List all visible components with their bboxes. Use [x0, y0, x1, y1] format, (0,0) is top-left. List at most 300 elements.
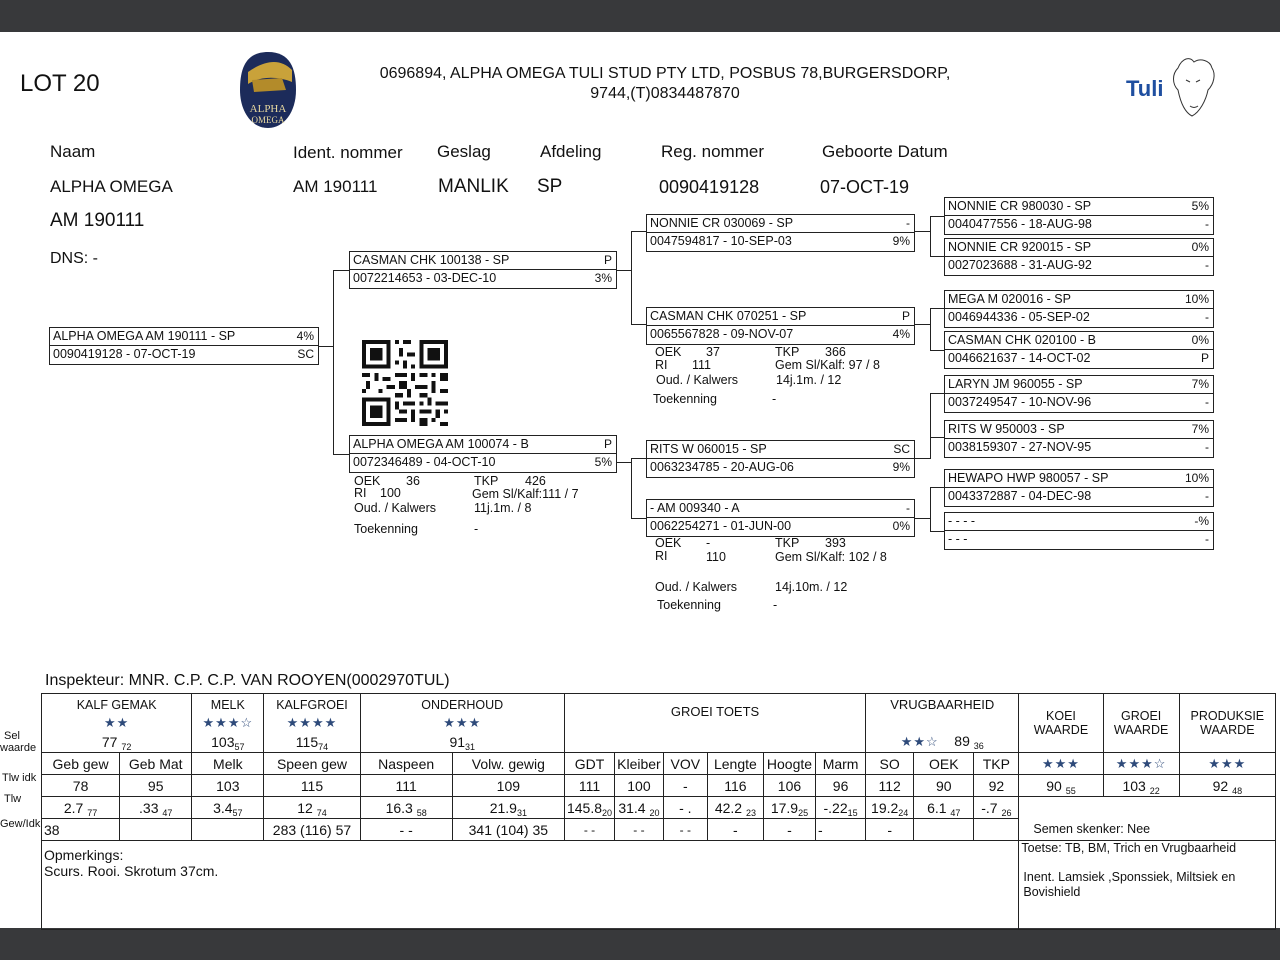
- tlw-value: 19.2: [871, 799, 899, 816]
- connector-line: [631, 324, 646, 325]
- pedigree-reg: 0072346489 - 04-OCT-10: [353, 455, 496, 469]
- tlw-value: 2.7: [63, 799, 84, 816]
- sel-sub: 74: [318, 741, 329, 752]
- connector-line: [914, 231, 931, 232]
- remarks-cell: [42, 841, 1019, 930]
- stat-label: TKP: [775, 345, 800, 359]
- pedigree-inbreeding: 5%: [1191, 199, 1209, 213]
- idk-value: 90: [1046, 777, 1062, 794]
- stat-value: -: [773, 598, 778, 612]
- stat-value: 36: [406, 474, 420, 488]
- tlw-cell: [615, 797, 664, 819]
- gew-cell: - -: [615, 819, 664, 841]
- col-geb-gew: Geb gew: [42, 753, 120, 775]
- connector-line: [631, 518, 646, 519]
- stat-value: Gem Sl/Kalf: 102 / 8: [775, 550, 887, 564]
- col-marm: Marm: [816, 753, 866, 775]
- label-naam: Naam: [50, 142, 96, 161]
- tlw-sub: 20: [602, 807, 613, 818]
- perf-notes-row: [42, 841, 1276, 930]
- pedigree-status: P: [603, 253, 612, 267]
- tlw-cell: [866, 797, 914, 819]
- tlw-value: 17.9: [770, 799, 799, 816]
- alpha-omega-logo: [238, 50, 298, 130]
- pedigree-dd-box: [646, 499, 915, 537]
- tlw-value: 16.3: [385, 799, 413, 816]
- col-geb-mat: Geb Mat: [120, 753, 192, 775]
- tlw-cell: [264, 797, 360, 819]
- tlw-sub: 47: [162, 807, 173, 818]
- gew-cell: 38: [42, 819, 120, 841]
- gew-cell: [120, 819, 192, 841]
- head-onderhoud: ONDERHOUD: [360, 694, 564, 716]
- idk-cell: 106: [763, 775, 815, 797]
- idk-cell: 100: [615, 775, 664, 797]
- pedigree-reg: 0062254271 - 01-JUN-00: [650, 519, 792, 533]
- pedigree-name: ALPHA OMEGA AM 100074 - B: [353, 437, 529, 451]
- perf-tlw-row: [42, 797, 1276, 819]
- perf-header-row: [42, 694, 1276, 716]
- sel-value: 91: [449, 733, 466, 750]
- pedigree-inbreeding: 10%: [1184, 292, 1209, 306]
- svg-text:ALPHA: ALPHA: [249, 103, 287, 115]
- gew-cell: - -: [564, 819, 614, 841]
- performance-table: [41, 693, 1276, 930]
- stat-label: Oud. / Kalwers: [655, 580, 737, 594]
- tlw-sub: 24: [898, 807, 909, 818]
- tlw-cell: [120, 797, 192, 819]
- perf-gew-row: [42, 819, 1276, 841]
- head-kalfgroei: KALFGROEI: [264, 694, 360, 716]
- tlw-cell: [707, 797, 763, 819]
- col-tkp: TKP: [974, 753, 1019, 775]
- gew-cell: - -: [663, 819, 707, 841]
- col-kleiber: Kleiber: [615, 753, 664, 775]
- connector-line: [333, 454, 349, 455]
- tuli-logo: [1120, 50, 1230, 122]
- head-melk: MELK: [192, 694, 264, 716]
- stat-label: Toekenning: [657, 598, 721, 612]
- sel-kalfgroei: [264, 731, 360, 753]
- idk-sub: 48: [1232, 785, 1243, 796]
- pedigree-status: -: [1205, 395, 1209, 409]
- pedigree-inbreeding: 9%: [892, 460, 910, 474]
- stat-value: 426: [525, 474, 546, 488]
- idk-value: 103: [1122, 777, 1146, 794]
- stat-value: Gem Sl/Kalf: 97 / 8: [775, 358, 880, 372]
- connector-line: [631, 458, 646, 459]
- pedigree-sd-box: [646, 307, 915, 345]
- connector-line: [631, 231, 646, 232]
- vaccinations-text: Inent. Lamsiek ,Sponssiek, Miltsiek en Bovishield: [1023, 870, 1236, 899]
- idk-cell: 92: [974, 775, 1019, 797]
- pedigree-name: MEGA M 020016 - SP: [948, 292, 1071, 306]
- pedigree-status: SC: [893, 442, 910, 456]
- gew-cell: -: [866, 819, 914, 841]
- connector-line: [930, 393, 931, 458]
- top-dark-bar: [0, 0, 1280, 32]
- company-line-1: 0696894, ALPHA OMEGA TULI STUD PTY LTD, POSBUS 78,BURGERSDORP,: [379, 65, 951, 82]
- stat-label: Toekenning: [354, 522, 418, 536]
- col-oek: OEK: [914, 753, 974, 775]
- pedigree-name: ALPHA OMEGA AM 190111 - SP: [53, 329, 236, 343]
- lot-number: LOT 20: [20, 70, 100, 97]
- tlw-cell: [816, 797, 866, 819]
- pedigree-sire-box: [349, 251, 617, 289]
- tlw-sub: 25: [798, 807, 809, 818]
- col-gdt: GDT: [564, 753, 614, 775]
- pedigree-inbreeding: 0%: [1191, 240, 1209, 254]
- connector-line: [930, 308, 931, 350]
- tlw-sub: 74: [316, 807, 327, 818]
- stat-label: Toekenning: [653, 392, 717, 406]
- pedigree-reg: - - -: [948, 532, 968, 546]
- tlw-value: 145.8: [566, 799, 603, 816]
- pedigree-reg: 0027023688 - 31-AUG-92: [948, 258, 1092, 272]
- bottom-dark-bar: [0, 928, 1280, 960]
- pedigree-status: -: [906, 501, 910, 515]
- tlw-sub: 31: [516, 807, 527, 818]
- pedigree-g3-box: [944, 469, 1214, 507]
- koei-waarde-idk: [1019, 775, 1103, 797]
- tests-text: Toetse: TB, BM, Trich en Vrugbaarheid: [1021, 841, 1237, 855]
- pedigree-inbreeding: 0%: [1191, 333, 1209, 347]
- stat-value: 110: [706, 550, 726, 564]
- svg-text:OMEGA: OMEGA: [251, 115, 285, 125]
- head-groei-waarde: GROEI WAARDE: [1103, 694, 1179, 753]
- pedigree-name: RITS W 060015 - SP: [650, 442, 767, 456]
- stat-value: 14j.1m. / 12: [776, 373, 842, 387]
- tlw-sub: 57: [232, 807, 243, 818]
- stat-value: -: [474, 522, 479, 536]
- idk-cell: 95: [120, 775, 192, 797]
- pedigree-status: -: [1205, 532, 1209, 546]
- tlw-value: 42.2: [714, 799, 743, 816]
- tlw-value: 3.4: [213, 799, 233, 816]
- head-koei-waarde: KOEI WAARDE: [1019, 694, 1103, 753]
- tlw-cell: [452, 797, 564, 819]
- semen-donor: Semen skenker: Nee: [1019, 819, 1276, 841]
- tlw-cell: [564, 797, 614, 819]
- connector-line: [930, 531, 944, 532]
- animal-afdeling: SP: [537, 176, 563, 197]
- connector-line: [930, 487, 931, 531]
- label-ident: Ident. nommer: [293, 143, 403, 162]
- gew-cell: -: [816, 819, 866, 841]
- sel-sub: 36: [973, 741, 984, 751]
- idk-cell: 103: [192, 775, 264, 797]
- sel-kalf-gemak: [42, 731, 192, 753]
- connector-line: [930, 256, 944, 257]
- gew-cell: 283 (116) 57: [264, 819, 360, 841]
- pedigree-reg: 0046944336 - 05-SEP-02: [948, 310, 1090, 324]
- dns-value: DNS: -: [50, 250, 98, 267]
- pedigree-name: LARYN JM 960055 - SP: [948, 377, 1083, 391]
- pedigree-status: P: [901, 309, 910, 323]
- connector-line: [333, 270, 334, 454]
- col-vov: VOV: [663, 753, 707, 775]
- tlw-sub: 26: [1001, 807, 1012, 818]
- pedigree-status: P: [603, 437, 612, 451]
- pedigree-reg: 0037249547 - 10-NOV-96: [948, 395, 1092, 409]
- stat-value: Gem Sl/Kalf:111 / 7: [472, 487, 579, 501]
- tlw-cell: [360, 797, 452, 819]
- stat-label: RI: [655, 358, 668, 372]
- perf-columns-row: [42, 753, 1276, 775]
- pedigree-reg: 0038159307 - 27-NOV-95: [948, 440, 1092, 454]
- pedigree-name: RITS W 950003 - SP: [948, 422, 1065, 436]
- tlw-value: .33: [139, 799, 159, 816]
- tlw-sub: 23: [745, 807, 756, 818]
- sel-onderhoud: [360, 731, 564, 753]
- label-geslag: Geslag: [437, 142, 491, 161]
- col-naspeen: Naspeen: [360, 753, 452, 775]
- connector-line: [616, 462, 632, 463]
- connector-line: [930, 487, 944, 488]
- side-label-sel: Sel: [4, 730, 20, 742]
- pedigree-name: CASMAN CHK 070251 - SP: [650, 309, 807, 323]
- pedigree-status: -: [1205, 217, 1209, 231]
- pedigree-g3-box: [944, 197, 1214, 235]
- col-so: SO: [866, 753, 914, 775]
- idk-cell: 111: [564, 775, 614, 797]
- stat-value: 111: [692, 358, 712, 372]
- stars-produksie: ★★★: [1179, 753, 1275, 775]
- side-label-waarde: waarde: [0, 742, 37, 754]
- connector-line: [930, 350, 944, 351]
- svg-text:Tuli: Tuli: [1126, 76, 1164, 101]
- side-label-tlw: Tlw: [4, 793, 22, 805]
- gew-cell: 341 (104) 35: [452, 819, 564, 841]
- pedigree-status: -: [1205, 258, 1209, 272]
- pedigree-g3-box: [944, 331, 1214, 369]
- stat-value: 100: [380, 486, 401, 500]
- tlw-value: 31.4: [618, 799, 646, 816]
- pedigree-inbreeding: 5%: [594, 455, 612, 469]
- sel-sub: 72: [121, 741, 132, 752]
- idk-cell: 90: [914, 775, 974, 797]
- pedigree-name: NONNIE CR 920015 - SP: [948, 240, 1092, 254]
- company-line-2: 9744,(T)0834487870: [590, 85, 740, 102]
- gew-cell: - -: [360, 819, 452, 841]
- pedigree-g3-box: [944, 420, 1214, 458]
- pedigree-name: NONNIE CR 030069 - SP: [650, 216, 794, 230]
- label-geboorte: Geboorte Datum: [822, 142, 948, 161]
- idk-cell: 115: [264, 775, 360, 797]
- sel-value: 115: [295, 733, 319, 750]
- tlw-value: 12: [297, 799, 313, 816]
- pedigree-name: - AM 009340 - A: [650, 501, 740, 515]
- idk-cell: 111: [360, 775, 452, 797]
- stat-label: TKP: [474, 474, 499, 488]
- stat-value: 366: [825, 345, 846, 359]
- pedigree-ss-box: [646, 214, 915, 252]
- pedigree-inbreeding: 3%: [594, 271, 612, 285]
- pedigree-status: P: [1200, 351, 1209, 365]
- idk-cell: 116: [707, 775, 763, 797]
- pedigree-name: NONNIE CR 980030 - SP: [948, 199, 1092, 213]
- pedigree-ds-box: [646, 440, 915, 478]
- stars-vrugbaarheid: ★★☆: [900, 734, 939, 749]
- pedigree-inbreeding: 10%: [1184, 471, 1209, 485]
- col-hoogte: Hoogte: [763, 753, 815, 775]
- pedigree-status: -: [1205, 310, 1209, 324]
- pedigree-inbreeding: 4%: [296, 329, 314, 343]
- tlw-cell: [974, 797, 1019, 819]
- idk-cell: -: [663, 775, 707, 797]
- pedigree-inbreeding: 9%: [892, 234, 910, 248]
- pedigree-g3-box: [944, 238, 1214, 276]
- side-label-tlw-idk: Tlw idk: [2, 772, 37, 784]
- stat-label: OEK: [655, 345, 682, 359]
- idk-sub: 55: [1065, 785, 1076, 796]
- col-volw-gewig: Volw. gewig: [452, 753, 564, 775]
- stars-kalfgroei: ★★★★: [264, 715, 360, 731]
- tlw-sub: 47: [950, 807, 961, 818]
- connector-line: [914, 458, 931, 459]
- gew-cell: [914, 819, 974, 841]
- stars-groei: ★★★☆: [1103, 753, 1179, 775]
- connector-line: [914, 324, 931, 325]
- tlw-value: -.22: [823, 799, 848, 816]
- tlw-cell: [42, 797, 120, 819]
- head-produksie-waarde: PRODUKSIE WAARDE: [1179, 694, 1275, 753]
- connector-line: [333, 270, 349, 271]
- connector-line: [631, 231, 632, 324]
- pedigree-name: CASMAN CHK 020100 - B: [948, 333, 1096, 347]
- remarks-label: Opmerkings:: [44, 847, 124, 863]
- col-melk: Melk: [192, 753, 264, 775]
- sel-sub: 31: [465, 741, 476, 752]
- pedigree-reg: 0063234785 - 20-AUG-06: [650, 460, 794, 474]
- tlw-sub: 58: [416, 807, 427, 818]
- idk-cell: 96: [816, 775, 866, 797]
- gew-cell: -: [707, 819, 763, 841]
- pedigree-inbreeding: 4%: [892, 327, 910, 341]
- gew-cell: [974, 819, 1019, 841]
- pedigree-reg: 0046621637 - 14-OCT-02: [948, 351, 1091, 365]
- head-vrugbaarheid: VRUGBAARHEID: [866, 694, 1019, 716]
- sel-melk: [192, 731, 264, 753]
- pedigree-reg: 0072214653 - 03-DEC-10: [353, 271, 497, 285]
- tlw-value: 21.9: [489, 799, 517, 816]
- tlw-cell: [192, 797, 264, 819]
- pedigree-status: -: [1205, 489, 1209, 503]
- sel-vrugbaarheid: [866, 731, 1019, 753]
- pedigree-status: -: [906, 216, 910, 230]
- animal-ident: AM 190111: [293, 177, 378, 196]
- pedigree-reg: 0047594817 - 10-SEP-03: [650, 234, 792, 248]
- connector-line: [616, 270, 632, 271]
- animal-geslag: MANLIK: [438, 176, 509, 197]
- stat-value: 14j.10m. / 12: [775, 580, 848, 594]
- company-details: [330, 64, 1000, 104]
- stat-label: OEK: [655, 536, 682, 550]
- sel-value: 103: [211, 733, 235, 750]
- stat-label: TKP: [775, 536, 800, 550]
- pedigree-inbreeding: 0%: [892, 519, 910, 533]
- tlw-value: - .: [679, 799, 692, 816]
- label-afdeling: Afdeling: [540, 142, 602, 161]
- groei-waarde-idk: [1103, 775, 1179, 797]
- connector-line: [930, 216, 944, 217]
- pedigree-inbreeding: 7%: [1191, 422, 1209, 436]
- perf-idk-row: [42, 775, 1276, 797]
- tlw-value: -.7: [981, 799, 998, 816]
- col-lengte: Lengte: [707, 753, 763, 775]
- animal-code: AM 190111: [50, 210, 145, 231]
- sel-sub: 57: [234, 741, 245, 752]
- produksie-waarde-idk: [1179, 775, 1275, 797]
- label-reg: Reg. nommer: [661, 142, 764, 161]
- animal-naam: ALPHA OMEGA: [50, 177, 173, 196]
- head-groei-toets: GROEI TOETS: [564, 694, 865, 753]
- pedigree-g3-box: [944, 512, 1214, 550]
- connector-line: [914, 518, 931, 519]
- remarks-text: Scurs. Rooi. Skrotum 37cm.: [44, 863, 219, 879]
- pedigree-g3-box: [944, 375, 1214, 413]
- tlw-cell: [914, 797, 974, 819]
- stat-value: 393: [825, 536, 846, 550]
- idk-cell: 78: [42, 775, 120, 797]
- stat-label: Oud. / Kalwers: [354, 501, 436, 515]
- pedigree-name: HEWAPO HWP 980057 - SP: [948, 471, 1109, 485]
- tlw-cell: [763, 797, 815, 819]
- col-speen-gew: Speen gew: [264, 753, 360, 775]
- stat-label: OEK: [354, 474, 381, 488]
- animal-reg: 0090419128: [659, 177, 760, 197]
- animal-geboorte: 07-OCT-19: [820, 177, 910, 197]
- stat-value: 11j.1m. / 8: [474, 501, 532, 515]
- stars-onderhoud: ★★★: [360, 715, 564, 731]
- idk-sub: 22: [1149, 785, 1160, 796]
- connector-line: [930, 393, 944, 394]
- stat-value: 37: [706, 345, 720, 359]
- stat-value: -: [772, 392, 777, 406]
- pedigree-inbreeding: -%: [1194, 514, 1209, 528]
- tests-cell: [1019, 841, 1276, 930]
- qr-code: [360, 340, 450, 426]
- pedigree-dam-box: [349, 435, 617, 473]
- idk-cell: 112: [866, 775, 914, 797]
- pedigree-name: CASMAN CHK 100138 - SP: [353, 253, 510, 267]
- stars-melk: ★★★☆: [192, 715, 264, 731]
- stat-label: Oud. / Kalwers: [656, 373, 738, 387]
- stat-value: -: [706, 536, 711, 550]
- tlw-sub: 20: [649, 807, 660, 818]
- tlw-sub: 15: [847, 807, 858, 818]
- pedigree-g3-box: [944, 290, 1214, 328]
- connector-line: [930, 437, 944, 438]
- connector-line: [318, 346, 334, 347]
- side-label-gew-idk: Gew/Idk: [0, 818, 41, 830]
- idk-cell: 109: [452, 775, 564, 797]
- tlw-sub: 77: [87, 807, 98, 818]
- pedigree-status: SC: [297, 347, 314, 361]
- pedigree-reg: 0065567828 - 09-NOV-07: [650, 327, 794, 341]
- stars-kalf-gemak: ★★: [42, 715, 192, 731]
- tlw-cell: [663, 797, 707, 819]
- pedigree-reg: 0040477556 - 18-AUG-98: [948, 217, 1092, 231]
- stars-koei: ★★★: [1019, 753, 1103, 775]
- pedigree-name: - - - -: [948, 514, 976, 528]
- gew-cell: [192, 819, 264, 841]
- tlw-value: 6.1: [927, 799, 947, 816]
- stat-label: RI: [354, 486, 367, 500]
- sel-value: 77: [101, 733, 118, 750]
- pedigree-inbreeding: 7%: [1191, 377, 1209, 391]
- connector-line: [930, 216, 931, 256]
